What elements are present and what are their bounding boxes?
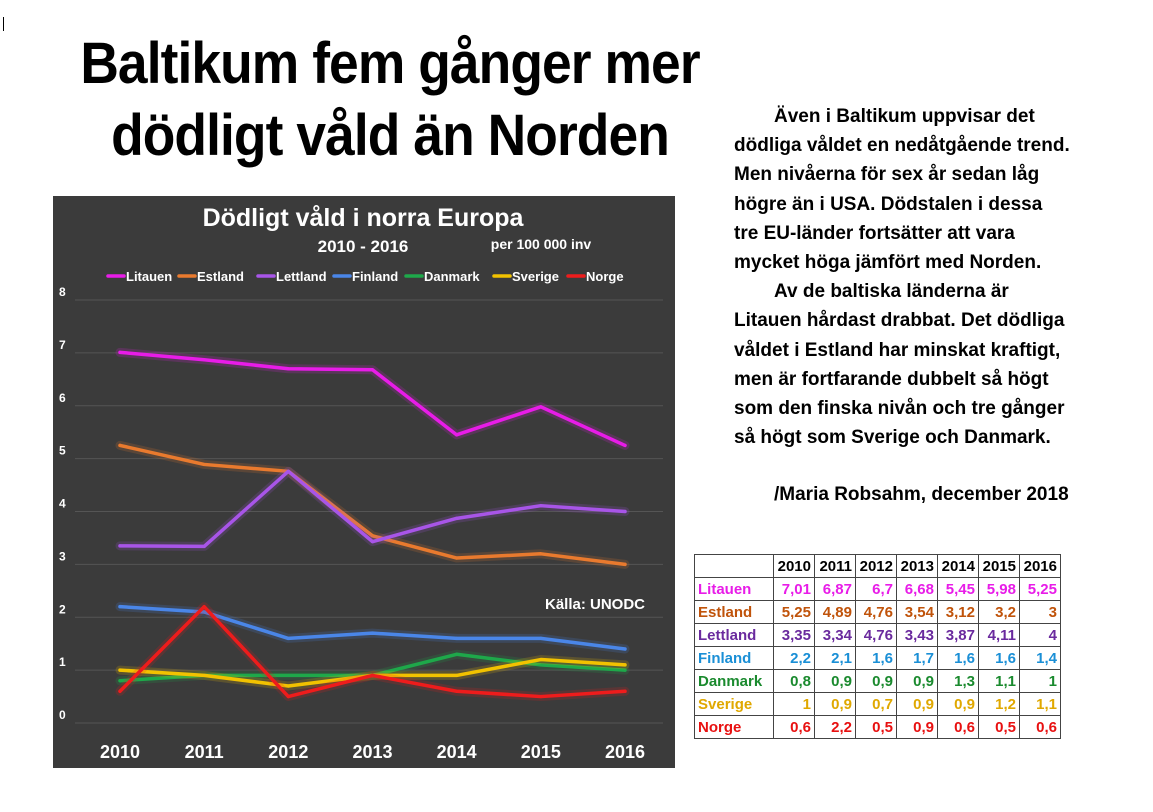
y-tick-label: 4 bbox=[59, 496, 66, 511]
table-cell: 7,01 bbox=[774, 578, 815, 601]
chart-panel bbox=[53, 196, 675, 768]
data-table bbox=[694, 554, 1061, 739]
table-row bbox=[695, 670, 1061, 693]
legend-label: Finland bbox=[352, 269, 399, 284]
y-tick-label: 2 bbox=[59, 602, 66, 617]
headline bbox=[68, 28, 712, 172]
table-year-header: 2010 bbox=[774, 555, 815, 578]
legend-label: Litauen bbox=[126, 269, 173, 284]
data-point bbox=[455, 690, 458, 693]
table-cell: 1,6 bbox=[856, 647, 897, 670]
legend bbox=[108, 269, 624, 284]
table-cell: 0,9 bbox=[897, 670, 938, 693]
table-cell: 0,9 bbox=[938, 693, 979, 716]
text-cursor bbox=[3, 17, 4, 31]
table-row-label: Sverige bbox=[695, 693, 774, 716]
table-cell: 1,1 bbox=[1020, 693, 1061, 716]
data-point bbox=[455, 433, 458, 436]
table-cell: 1 bbox=[774, 693, 815, 716]
series-glow-litauen bbox=[120, 352, 625, 445]
data-point bbox=[371, 368, 374, 371]
table-cell: 2,2 bbox=[774, 647, 815, 670]
chart-source: Källa: UNODC bbox=[544, 596, 645, 613]
table-cell: 6,87 bbox=[815, 578, 856, 601]
article-line: men är fortfarande dubbelt så högt bbox=[734, 368, 1049, 390]
table-cell: 0,9 bbox=[856, 670, 897, 693]
table-cell: 0,9 bbox=[897, 716, 938, 739]
table-cell: 0,9 bbox=[815, 693, 856, 716]
table-cell: 1,7 bbox=[897, 647, 938, 670]
legend-label: Norge bbox=[586, 269, 624, 284]
data-point bbox=[539, 504, 542, 507]
article-line: Även i Baltikum uppvisar det bbox=[774, 106, 1035, 127]
table-header-row bbox=[695, 555, 1061, 578]
table-cell: 5,25 bbox=[1020, 578, 1061, 601]
data-point bbox=[623, 510, 626, 513]
x-tick-label: 2015 bbox=[520, 742, 561, 762]
y-tick-label: 3 bbox=[59, 549, 66, 564]
x-tick-label: 2016 bbox=[604, 742, 646, 762]
data-point bbox=[203, 358, 206, 361]
table-cell: 0,6 bbox=[938, 716, 979, 739]
table-cell: 0,9 bbox=[897, 693, 938, 716]
x-tick-label: 2012 bbox=[268, 742, 309, 762]
data-point bbox=[455, 637, 458, 640]
x-tick-label: 2010 bbox=[99, 742, 141, 762]
article-line: som den finska nivån och tre gånger bbox=[734, 398, 1065, 420]
table-cell: 3,34 bbox=[815, 624, 856, 647]
legend-label: Sverige bbox=[512, 269, 559, 284]
table-year-header: 2016 bbox=[1020, 555, 1061, 578]
table-cell: 1,4 bbox=[1020, 647, 1061, 670]
series-lines bbox=[118, 351, 626, 698]
data-point bbox=[287, 470, 290, 473]
table-row bbox=[695, 578, 1061, 601]
article-line: Av de baltiska länderna är bbox=[774, 281, 1009, 303]
data-point bbox=[371, 540, 374, 543]
article-line: Men nivåerna för sex år sedan låg bbox=[734, 164, 1040, 186]
article-line: högre än i USA. Dödstalen i dessa bbox=[734, 193, 1043, 215]
table-cell: 1 bbox=[1020, 670, 1061, 693]
legend-label: Estland bbox=[197, 269, 244, 284]
table-cell: 3,54 bbox=[897, 601, 938, 624]
table-row-label: Danmark bbox=[695, 670, 774, 693]
data-point bbox=[118, 605, 121, 608]
x-tick-label: 2011 bbox=[184, 742, 224, 762]
table-corner-cell bbox=[695, 555, 774, 578]
data-point bbox=[287, 695, 290, 698]
y-tick-label: 8 bbox=[59, 285, 66, 299]
data-point bbox=[539, 405, 542, 408]
data-point bbox=[203, 605, 206, 608]
x-tick-label: 2014 bbox=[436, 742, 477, 762]
data-point bbox=[623, 690, 626, 693]
data-point bbox=[455, 517, 458, 520]
table-cell: 0,6 bbox=[1020, 716, 1061, 739]
article-line: så högt som Sverige och Danmark. bbox=[734, 427, 1051, 449]
article-line: mycket höga jämfört med Norden. bbox=[734, 252, 1042, 274]
data-point bbox=[118, 690, 121, 693]
table-row bbox=[695, 693, 1061, 716]
table-row-label: Norge bbox=[695, 716, 774, 739]
y-tick-label: 5 bbox=[59, 443, 66, 458]
legend-label: Danmark bbox=[424, 269, 480, 284]
article-line: Litauen hårdast drabbat. Det dödliga bbox=[734, 310, 1065, 332]
table-row bbox=[695, 624, 1061, 647]
data-point bbox=[203, 545, 206, 548]
table-cell: 5,45 bbox=[938, 578, 979, 601]
table-cell: 3,35 bbox=[774, 624, 815, 647]
table-cell: 0,9 bbox=[815, 670, 856, 693]
data-point bbox=[455, 653, 458, 656]
table-year-header: 2015 bbox=[979, 555, 1020, 578]
data-point bbox=[287, 637, 290, 640]
table-cell: 6,68 bbox=[897, 578, 938, 601]
table-cell: 2,2 bbox=[815, 716, 856, 739]
table-cell: 5,98 bbox=[979, 578, 1020, 601]
table-row-label: Lettland bbox=[695, 624, 774, 647]
table-year-header: 2014 bbox=[938, 555, 979, 578]
table-cell: 5,25 bbox=[774, 601, 815, 624]
data-point bbox=[287, 684, 290, 687]
table-cell: 3,43 bbox=[897, 624, 938, 647]
chart-subtitle: 2010 - 2016 bbox=[317, 237, 409, 256]
y-tick-label: 1 bbox=[59, 655, 66, 670]
table-cell: 0,8 bbox=[774, 670, 815, 693]
data-point bbox=[287, 367, 290, 370]
table-cell: 2,1 bbox=[815, 647, 856, 670]
data-point bbox=[371, 632, 374, 635]
data-point bbox=[203, 463, 206, 466]
table-cell: 3,87 bbox=[938, 624, 979, 647]
chart-title: Dödligt våld i norra Europa bbox=[202, 204, 524, 232]
table-cell: 6,7 bbox=[856, 578, 897, 601]
data-point bbox=[539, 552, 542, 555]
table-cell: 1,6 bbox=[979, 647, 1020, 670]
data-point bbox=[623, 663, 626, 666]
table-year-header: 2011 bbox=[815, 555, 856, 578]
data-point bbox=[623, 647, 626, 650]
table-cell: 4,76 bbox=[856, 624, 897, 647]
data-point bbox=[539, 695, 542, 698]
table-cell: 0,5 bbox=[856, 716, 897, 739]
data-point bbox=[203, 674, 206, 677]
data-point bbox=[118, 444, 121, 447]
data-point bbox=[539, 637, 542, 640]
article-line: våldet i Estland har minskat kraftigt, bbox=[734, 339, 1061, 361]
article-signature: /Maria Robsahm, december 2018 bbox=[774, 484, 1069, 506]
headline-line-1: Baltikum fem gånger mer bbox=[80, 31, 700, 96]
data-point bbox=[455, 674, 458, 677]
data-point bbox=[287, 674, 290, 677]
chart-unit-note: per 100 000 inv bbox=[490, 236, 592, 252]
legend-label: Lettland bbox=[276, 269, 327, 284]
article-text bbox=[734, 102, 1134, 510]
series-glow-norge bbox=[120, 607, 625, 697]
table-cell: 1,2 bbox=[979, 693, 1020, 716]
y-tick-label: 6 bbox=[59, 390, 66, 405]
data-point bbox=[539, 658, 542, 661]
table-cell: 4,76 bbox=[856, 601, 897, 624]
table-cell: 4 bbox=[1020, 624, 1061, 647]
article-line: dödliga våldet en nedåtgående trend. bbox=[734, 135, 1070, 157]
table-cell: 4,11 bbox=[979, 624, 1020, 647]
table-row bbox=[695, 716, 1061, 739]
table-row bbox=[695, 601, 1061, 624]
table-cell: 0,7 bbox=[856, 693, 897, 716]
y-tick-label: 0 bbox=[59, 708, 66, 722]
data-point bbox=[118, 351, 121, 354]
table-cell: 0,5 bbox=[979, 716, 1020, 739]
table-year-header: 2013 bbox=[897, 555, 938, 578]
line-chart bbox=[53, 196, 675, 768]
table-cell: 0,6 bbox=[774, 716, 815, 739]
table-cell: 3 bbox=[1020, 601, 1061, 624]
table-cell: 1,6 bbox=[938, 647, 979, 670]
data-point bbox=[118, 669, 121, 672]
table-row bbox=[695, 647, 1061, 670]
table-cell: 1,3 bbox=[938, 670, 979, 693]
table-cell: 3,2 bbox=[979, 601, 1020, 624]
table-cell: 4,89 bbox=[815, 601, 856, 624]
x-tick-label: 2013 bbox=[352, 742, 393, 762]
table-row-label: Estland bbox=[695, 601, 774, 624]
table-year-header: 2012 bbox=[856, 555, 897, 578]
data-point bbox=[118, 544, 121, 547]
table-row-label: Litauen bbox=[695, 578, 774, 601]
table-cell: 3,12 bbox=[938, 601, 979, 624]
table-row-label: Finland bbox=[695, 647, 774, 670]
table-cell: 1,1 bbox=[979, 670, 1020, 693]
data-point bbox=[371, 674, 374, 677]
data-point bbox=[118, 679, 121, 682]
data-point bbox=[623, 444, 626, 447]
data-point bbox=[455, 556, 458, 559]
y-tick-label: 7 bbox=[59, 337, 66, 352]
data-point bbox=[623, 563, 626, 566]
headline-line-2: dödligt våld än Norden bbox=[111, 103, 669, 168]
article-line: tre EU-länder fortsätter att vara bbox=[734, 222, 1015, 244]
